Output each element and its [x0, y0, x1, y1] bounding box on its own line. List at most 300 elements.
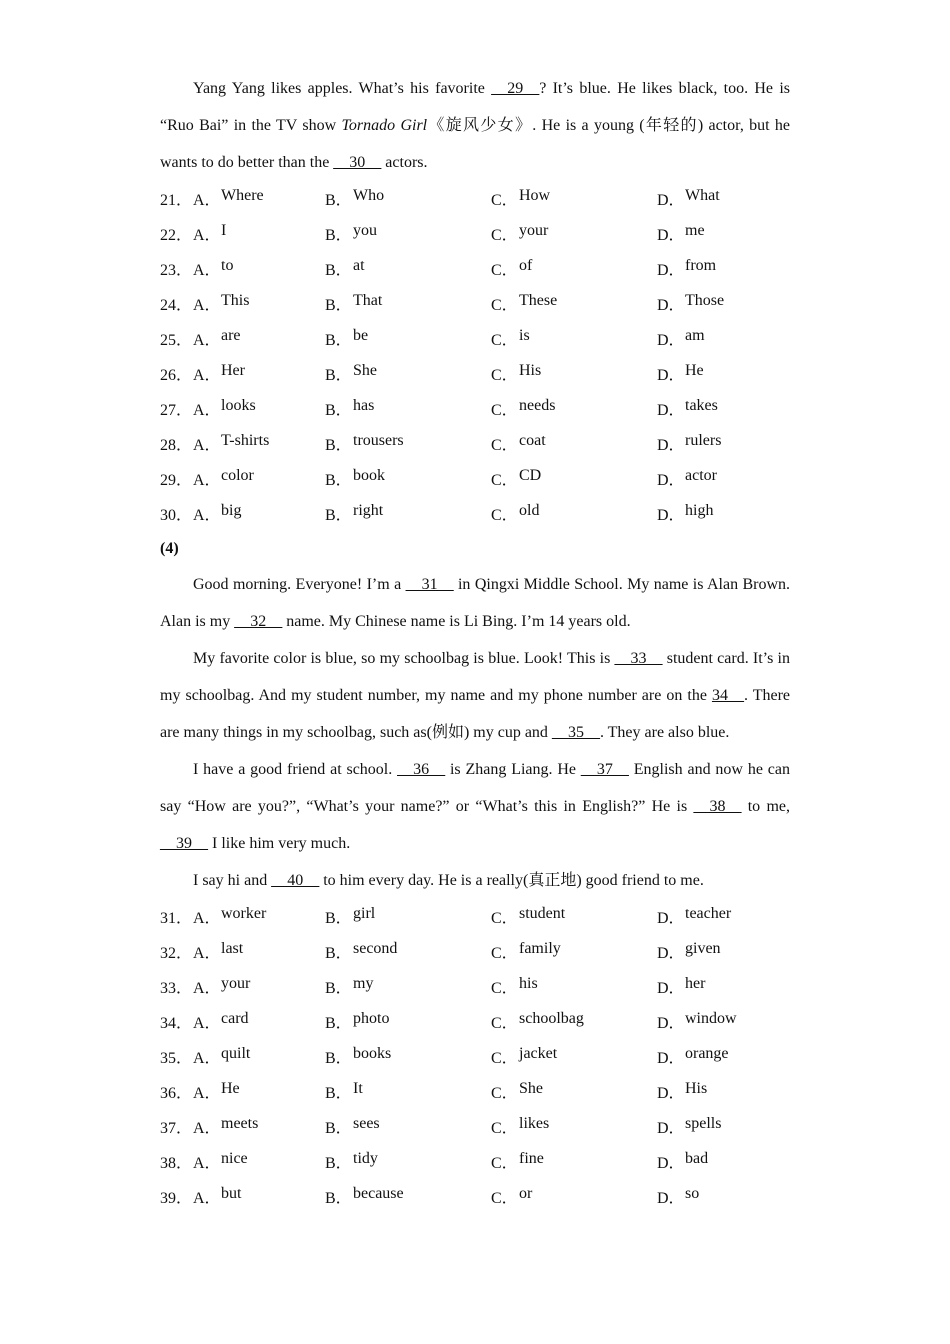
question-number: 25．: [160, 332, 193, 349]
question-row: [160, 1144, 790, 1179]
blank-40: __40__: [271, 872, 320, 889]
option-letter: B．: [325, 980, 352, 997]
question-number: 33．: [160, 980, 193, 997]
option-text: takes: [685, 397, 718, 414]
option-text: coat: [519, 432, 546, 449]
option-text: or: [519, 1185, 533, 1202]
option-letter: D．: [657, 1050, 685, 1067]
option-text: CD: [519, 467, 542, 484]
option-c: [491, 362, 657, 385]
option-letter: A．: [193, 1190, 221, 1207]
option-text: That: [353, 292, 383, 309]
option-letter: D．: [657, 402, 685, 419]
question-row: [160, 1179, 790, 1214]
blank-33: __33__: [614, 650, 663, 667]
question-number: 39．: [160, 1190, 193, 1207]
option-text: student: [519, 905, 566, 922]
text: . They are also blue.: [599, 724, 730, 741]
option-text: her: [685, 975, 706, 992]
option-text: of: [519, 257, 533, 274]
text: My favorite color is blue, so my schoolbag is blue. Look! This is: [193, 650, 615, 667]
option-text: your: [519, 222, 549, 239]
option-d: [657, 502, 790, 525]
blank-31: __31__: [405, 576, 454, 593]
question-number: 36．: [160, 1085, 193, 1102]
question-number: 35．: [160, 1050, 193, 1067]
text: Yang Yang likes apples. What’s his favorite: [193, 80, 492, 97]
option-a: [193, 397, 325, 420]
option-letter: D．: [657, 1120, 685, 1137]
blank-29: __29__: [491, 80, 540, 97]
option-letter: A．: [193, 402, 221, 419]
option-text: high: [685, 502, 714, 519]
option-letter: C．: [491, 910, 518, 927]
option-a: [193, 1010, 325, 1033]
option-text: book: [353, 467, 385, 484]
text: English and now he can say “How are you?”, “What’s your name?” or “What’s this in English?” He is: [160, 761, 790, 815]
option-letter: B．: [325, 297, 352, 314]
option-text: right: [353, 502, 384, 519]
option-c: [491, 975, 657, 998]
option-letter: D．: [657, 472, 685, 489]
question-number: 23．: [160, 262, 193, 279]
option-letter: D．: [657, 437, 685, 454]
text: name. My Chinese name is Li Bing. I’m 14 years old.: [282, 613, 631, 630]
blank-35: __35__: [551, 724, 600, 741]
text: to him every day. He is a really(真正地) good friend to me.: [319, 872, 704, 889]
option-letter: B．: [325, 910, 352, 927]
option-a: [193, 1045, 325, 1068]
option-b: [325, 432, 491, 455]
blank-38: __38__: [693, 798, 742, 815]
option-text: jacket: [519, 1045, 558, 1062]
option-b: [325, 1045, 491, 1068]
question-row: [160, 216, 790, 251]
option-c: [491, 432, 657, 455]
option-a: [193, 975, 325, 998]
question-number: 24．: [160, 297, 193, 314]
option-letter: B．: [325, 227, 352, 244]
option-b: [325, 257, 491, 280]
text: in Qingxi Middle School. My name is Alan Brown. Alan is my: [160, 576, 791, 630]
option-a: [193, 1185, 325, 1208]
option-letter: C．: [491, 402, 518, 419]
blank-30: __30__: [333, 154, 382, 171]
option-b: [325, 187, 491, 210]
question-number: 32．: [160, 945, 193, 962]
question-row: [160, 1039, 790, 1074]
option-letter: C．: [491, 1155, 518, 1172]
blank-36: __36__: [397, 761, 446, 778]
option-letter: D．: [657, 1190, 685, 1207]
option-letter: C．: [491, 437, 518, 454]
option-b: [325, 905, 491, 928]
option-text: my: [353, 975, 374, 992]
option-d: [657, 975, 790, 998]
option-text: rulers: [685, 432, 722, 449]
option-b: [325, 467, 491, 490]
option-d: [657, 467, 790, 490]
option-letter: C．: [491, 1015, 518, 1032]
text: to me,: [741, 798, 790, 815]
option-letter: C．: [491, 262, 518, 279]
question-number: 27．: [160, 402, 193, 419]
passage-paragraph: [160, 70, 790, 181]
option-d: [657, 327, 790, 350]
option-letter: C．: [491, 297, 518, 314]
option-c: [491, 1045, 657, 1068]
option-a: [193, 467, 325, 490]
option-a: [193, 432, 325, 455]
option-a: [193, 327, 325, 350]
option-c: [491, 397, 657, 420]
option-text: bad: [685, 1150, 709, 1167]
option-text: books: [353, 1045, 392, 1062]
option-text: color: [221, 467, 254, 484]
option-text: His: [685, 1080, 708, 1097]
question-list-21-30: [160, 181, 790, 531]
option-d: [657, 362, 790, 385]
option-b: [325, 1115, 491, 1138]
option-a: [193, 187, 325, 210]
option-d: [657, 187, 790, 210]
option-letter: B．: [325, 1050, 352, 1067]
option-text: family: [519, 940, 561, 957]
option-text: last: [221, 940, 244, 957]
option-text: me: [685, 222, 705, 239]
option-letter: D．: [657, 332, 685, 349]
option-text: I: [221, 222, 227, 239]
option-letter: D．: [657, 1085, 685, 1102]
option-letter: D．: [657, 507, 685, 524]
option-c: [491, 1010, 657, 1033]
option-text: so: [685, 1185, 700, 1202]
option-letter: D．: [657, 910, 685, 927]
option-d: [657, 1185, 790, 1208]
option-letter: B．: [325, 1015, 352, 1032]
option-text: big: [221, 502, 242, 519]
option-text: are: [221, 327, 241, 344]
option-c: [491, 327, 657, 350]
option-letter: D．: [657, 297, 685, 314]
option-text: to: [221, 257, 234, 274]
option-c: [491, 257, 657, 280]
blank-39: __39__: [160, 835, 208, 852]
option-letter: B．: [325, 1085, 352, 1102]
question-row: [160, 461, 790, 496]
option-letter: A．: [193, 1050, 221, 1067]
option-text: What: [685, 187, 720, 204]
option-text: his: [519, 975, 538, 992]
question-row: [160, 426, 790, 461]
option-text: actor: [685, 467, 717, 484]
option-text: His: [519, 362, 542, 379]
option-letter: C．: [491, 945, 518, 962]
option-letter: A．: [193, 910, 221, 927]
option-d: [657, 397, 790, 420]
option-text: your: [221, 975, 251, 992]
option-letter: C．: [491, 192, 518, 209]
option-letter: A．: [193, 437, 221, 454]
option-letter: B．: [325, 402, 352, 419]
option-d: [657, 1150, 790, 1173]
option-letter: A．: [193, 262, 221, 279]
option-letter: C．: [491, 1085, 518, 1102]
option-b: [325, 397, 491, 420]
option-letter: B．: [325, 367, 352, 384]
option-text: spells: [685, 1115, 722, 1132]
question-number: 34．: [160, 1015, 193, 1032]
option-text: is: [519, 327, 530, 344]
option-letter: C．: [491, 332, 518, 349]
option-text: tidy: [353, 1150, 378, 1167]
option-d: [657, 940, 790, 963]
option-letter: A．: [193, 192, 221, 209]
option-text: schoolbag: [519, 1010, 584, 1027]
text: I have a good friend at school.: [193, 761, 398, 778]
option-d: [657, 292, 790, 315]
option-c: [491, 1080, 657, 1103]
blank-34: 34__: [711, 687, 744, 704]
option-a: [193, 905, 325, 928]
option-a: [193, 292, 325, 315]
option-d: [657, 1080, 790, 1103]
question-row: [160, 391, 790, 426]
option-c: [491, 502, 657, 525]
option-text: but: [221, 1185, 242, 1202]
option-letter: C．: [491, 1190, 518, 1207]
option-text: old: [519, 502, 540, 519]
question-row: [160, 251, 790, 286]
option-text: T-shirts: [221, 432, 270, 449]
option-a: [193, 502, 325, 525]
option-text: trousers: [353, 432, 404, 449]
option-text: It: [353, 1080, 363, 1097]
option-text: am: [685, 327, 705, 344]
option-text: These: [519, 292, 558, 309]
option-b: [325, 1185, 491, 1208]
option-letter: B．: [325, 507, 352, 524]
option-letter: B．: [325, 472, 352, 489]
option-text: meets: [221, 1115, 259, 1132]
option-c: [491, 1185, 657, 1208]
question-number: 38．: [160, 1155, 193, 1172]
option-letter: D．: [657, 227, 685, 244]
option-text: because: [353, 1185, 404, 1202]
option-text: needs: [519, 397, 556, 414]
option-c: [491, 1115, 657, 1138]
option-letter: B．: [325, 945, 352, 962]
option-letter: A．: [193, 1155, 221, 1172]
option-letter: B．: [325, 1120, 352, 1137]
question-number: 37．: [160, 1120, 193, 1137]
option-a: [193, 940, 325, 963]
text: is Zhang Liang. He: [445, 761, 581, 778]
option-b: [325, 1150, 491, 1173]
option-text: girl: [353, 905, 376, 922]
option-letter: C．: [491, 472, 518, 489]
question-number: 30．: [160, 507, 193, 524]
option-a: [193, 257, 325, 280]
option-text: worker: [221, 905, 267, 922]
question-row: [160, 286, 790, 321]
option-text: orange: [685, 1045, 729, 1062]
option-text: second: [353, 940, 398, 957]
option-text: you: [353, 222, 377, 239]
passage-paragraph: [160, 640, 790, 751]
option-b: [325, 1080, 491, 1103]
option-c: [491, 187, 657, 210]
question-number: 31．: [160, 910, 193, 927]
question-row: [160, 1004, 790, 1039]
option-letter: B．: [325, 1190, 352, 1207]
option-a: [193, 222, 325, 245]
option-letter: A．: [193, 472, 221, 489]
option-letter: C．: [491, 1050, 518, 1067]
option-text: She: [519, 1080, 543, 1097]
option-letter: D．: [657, 980, 685, 997]
option-text: likes: [519, 1115, 550, 1132]
question-row: [160, 969, 790, 1004]
text: student card. It’s in my schoolbag. And my student number, my name and my phone number are on the: [160, 650, 791, 704]
option-text: nice: [221, 1150, 248, 1167]
option-letter: A．: [193, 1015, 221, 1032]
option-letter: A．: [193, 227, 221, 244]
blank-37: __37__: [580, 761, 629, 778]
option-letter: D．: [657, 945, 685, 962]
question-number: 29．: [160, 472, 193, 489]
option-letter: A．: [193, 1085, 221, 1102]
option-letter: B．: [325, 437, 352, 454]
blank-32: __32__: [234, 613, 283, 630]
option-letter: A．: [193, 945, 221, 962]
option-c: [491, 905, 657, 928]
option-letter: C．: [491, 227, 518, 244]
option-c: [491, 940, 657, 963]
question-number: 26．: [160, 367, 193, 384]
option-text: given: [685, 940, 721, 957]
option-letter: C．: [491, 507, 518, 524]
option-c: [491, 1150, 657, 1173]
question-row: [160, 1109, 790, 1144]
option-text: has: [353, 397, 375, 414]
option-text: This: [221, 292, 250, 309]
text: . There are many things in my schoolbag, such as(例如) my cup and: [160, 687, 790, 741]
option-a: [193, 362, 325, 385]
option-b: [325, 222, 491, 245]
option-b: [325, 940, 491, 963]
option-b: [325, 292, 491, 315]
section-heading: (4): [160, 540, 179, 557]
option-d: [657, 1045, 790, 1068]
question-number: 21．: [160, 192, 193, 209]
option-letter: B．: [325, 192, 352, 209]
option-text: at: [353, 257, 365, 274]
question-row: [160, 496, 790, 531]
option-text: Those: [685, 292, 725, 309]
option-d: [657, 222, 790, 245]
option-text: looks: [221, 397, 256, 414]
question-number: 28．: [160, 437, 193, 454]
option-text: He: [221, 1080, 240, 1097]
option-d: [657, 257, 790, 280]
option-letter: A．: [193, 1120, 221, 1137]
text: ? It’s blue. He likes black, too. He is “Ruo Bai” in the TV show: [160, 80, 791, 134]
option-b: [325, 975, 491, 998]
option-letter: A．: [193, 980, 221, 997]
option-text: Where: [221, 187, 264, 204]
passage-paragraph: [160, 566, 790, 640]
option-letter: D．: [657, 192, 685, 209]
option-d: [657, 1010, 790, 1033]
option-c: [491, 292, 657, 315]
document-page: [160, 70, 790, 1214]
question-row: [160, 181, 790, 216]
option-d: [657, 432, 790, 455]
option-text: window: [685, 1010, 737, 1027]
option-b: [325, 327, 491, 350]
option-b: [325, 1010, 491, 1033]
passage-paragraph: [160, 862, 790, 899]
option-text: teacher: [685, 905, 732, 922]
option-letter: B．: [325, 1155, 352, 1172]
option-a: [193, 1080, 325, 1103]
option-text: Who: [353, 187, 385, 204]
option-letter: C．: [491, 980, 518, 997]
option-text: How: [519, 187, 551, 204]
question-row: [160, 899, 790, 934]
passage-paragraph: [160, 751, 790, 862]
option-a: [193, 1150, 325, 1173]
option-text: from: [685, 257, 717, 274]
option-a: [193, 1115, 325, 1138]
option-text: photo: [353, 1010, 390, 1027]
option-text: be: [353, 327, 369, 344]
question-row: [160, 356, 790, 391]
text: I say hi and: [193, 872, 272, 889]
text: 《旋风少女》. He is a young (年轻的) actor, but he wants to do better than the: [160, 117, 790, 171]
text: I like him very much.: [208, 835, 351, 852]
option-d: [657, 905, 790, 928]
question-row: [160, 321, 790, 356]
option-letter: B．: [325, 262, 352, 279]
option-text: She: [353, 362, 377, 379]
option-d: [657, 1115, 790, 1138]
option-letter: A．: [193, 507, 221, 524]
text: actors.: [381, 154, 428, 171]
option-letter: C．: [491, 1120, 518, 1137]
option-letter: D．: [657, 367, 685, 384]
option-letter: A．: [193, 297, 221, 314]
question-number: 22．: [160, 227, 193, 244]
question-row: [160, 934, 790, 969]
option-text: quilt: [221, 1045, 251, 1062]
option-c: [491, 222, 657, 245]
option-text: fine: [519, 1150, 544, 1167]
option-letter: C．: [491, 367, 518, 384]
option-text: He: [685, 362, 704, 379]
option-text: Her: [221, 362, 245, 379]
option-letter: D．: [657, 262, 685, 279]
option-letter: A．: [193, 367, 221, 384]
question-row: [160, 1074, 790, 1109]
option-letter: D．: [657, 1015, 685, 1032]
option-letter: D．: [657, 1155, 685, 1172]
option-b: [325, 502, 491, 525]
option-letter: A．: [193, 332, 221, 349]
text: Good morning. Everyone! I’m a: [193, 576, 406, 593]
option-text: sees: [353, 1115, 380, 1132]
